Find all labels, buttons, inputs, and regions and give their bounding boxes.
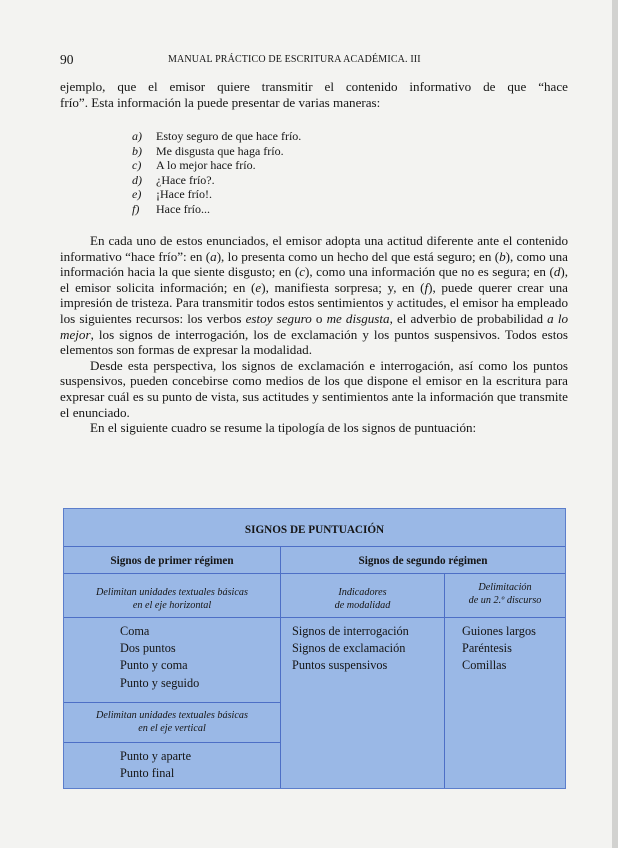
list-item: Comillas [462, 658, 507, 673]
list-item [132, 173, 432, 188]
table-rule [64, 546, 565, 547]
list-item: Puntos suspensivos [292, 658, 388, 673]
list-item [132, 144, 432, 159]
table-rule [280, 546, 281, 788]
intro-paragraph [60, 79, 568, 110]
running-title: MANUAL PRÁCTICO DE ESCRITURA ACADÉMICA. III [168, 54, 421, 65]
modalidad-items [292, 623, 409, 675]
item-text: ¡Hace frío!. [156, 187, 212, 202]
item-text: ¿Hace frío?. [156, 172, 215, 187]
list-item [132, 129, 432, 144]
body-text [60, 233, 568, 436]
item-label: d) [132, 172, 142, 187]
table-rule [64, 573, 565, 574]
col1-header: Signos de primer régimen [110, 555, 234, 567]
list-item: Paréntesis [462, 641, 512, 656]
punctuation-table [63, 508, 566, 789]
page-edge [612, 0, 618, 848]
table-rule [64, 617, 565, 618]
discurso-items [462, 623, 536, 675]
col1-sub2: Delimitan unidades textuales básicas en el eje vertical [96, 710, 248, 734]
col1-sub1: Delimitan unidades textuales básicas en el eje horizontal [96, 587, 248, 611]
list-item: Dos puntos [120, 641, 176, 656]
list-item: Punto y aparte [120, 749, 192, 763]
list-item: Punto final [120, 766, 175, 781]
list-item: Signos de exclamación [292, 641, 406, 656]
item-label: f) [132, 201, 140, 216]
item-text: Estoy seguro de que hace frío. [156, 129, 302, 143]
col2-header: Signos de segundo régimen [358, 555, 488, 567]
intro-line-1: ejemplo, que el emisor quiere transmitir el contenido informativo de que “hace [60, 79, 568, 94]
item-text: Me disgusta que haga frío. [156, 143, 284, 158]
list-item: Coma [120, 624, 150, 638]
delimitacion-header: Delimitación de un 2.º discurso [468, 582, 542, 606]
list-item: Punto y seguido [120, 675, 200, 690]
paragraph-modalidad: En cada uno de estos enunciados, el emisor adopta una actitud diferente ante el contenido informativo “hace frío”: en (a), lo presenta como un hecho del que está seguro; en (b), como una información hacia la que siente disgusto; en (c), como una información que no es segura; en (d), el emisor solicita información; en (e), manifiesta sorpresa; y, en (f), puede querer crear una impresión de tristeza. Para transmitir todos estos sentimientos y actitudes, el emisor ha empleado los siguientes recursos: los verbos estoy seguro o me disgusta, el adverbio de probabilidad a lo mejor, los signos de interrogación, los de exclamación y los puntos suspensivos. Todos estos elementos son formas de expresar la modalidad. [60, 233, 569, 358]
list-item: Punto y coma [120, 658, 188, 673]
page-number: 90 [60, 52, 74, 67]
col1-items-1 [120, 623, 199, 692]
item-text: A lo mejor hace frío. [156, 158, 256, 173]
examples-list [132, 129, 432, 217]
list-item: Guiones largos [462, 624, 536, 638]
list-item [132, 187, 432, 202]
page-header [60, 52, 568, 68]
list-item [132, 158, 432, 173]
item-label: a) [132, 129, 142, 143]
paragraph-perspectiva: Desde esta perspectiva, los signos de exclamación e interrogación, así como los puntos suspensivos, pueden concebirse como medios de los que dispone el emisor en la escritura para expresar cuál es su punto de vista, sus actitudes y sentimientos ante la información que transmite el enunciado. [60, 357, 568, 420]
paragraph-cuadro-intro: En el siguiente cuadro se resume la tipología de los signos de puntuación: [90, 420, 477, 436]
table-rule [64, 702, 280, 703]
item-label: e) [132, 187, 142, 202]
table-rule [64, 742, 280, 743]
item-label: c) [132, 158, 142, 173]
list-item: Signos de interrogación [292, 624, 409, 638]
item-label: b) [132, 143, 142, 158]
table-title: SIGNOS DE PUNTUACIÓN [244, 524, 385, 536]
item-text: Hace frío... [156, 201, 210, 216]
list-item [132, 202, 432, 217]
indicadores-header: Indicadores de modalidad [334, 587, 391, 611]
intro-line-2: frío”. Esta información la puede presentar de varias maneras: [60, 94, 381, 110]
col1-items-2 [120, 748, 191, 782]
